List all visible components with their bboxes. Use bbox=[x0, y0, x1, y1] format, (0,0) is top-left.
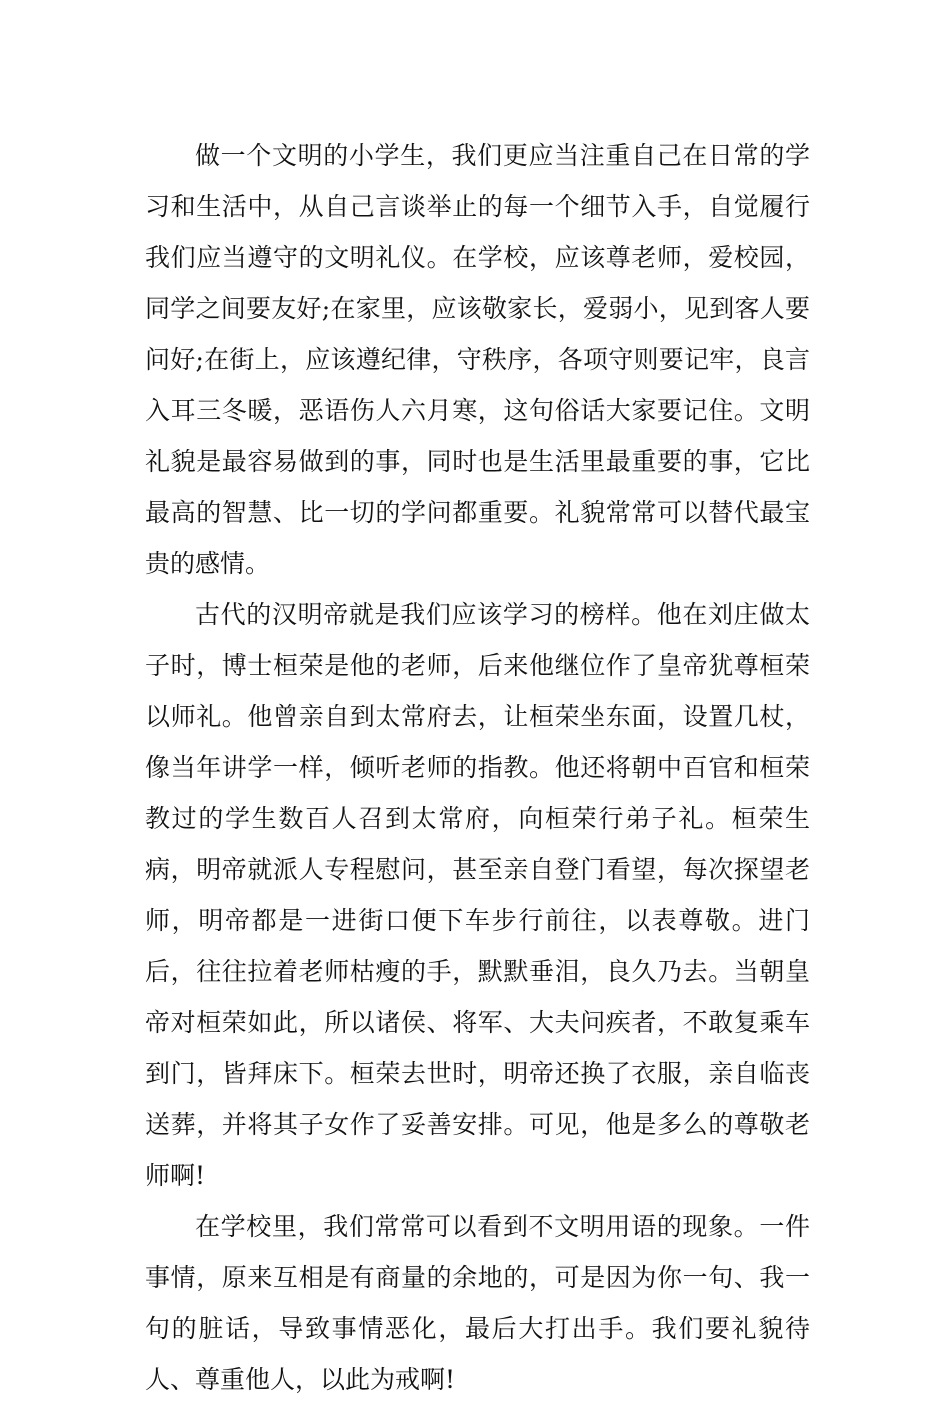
paragraph-school-language: 在学校里，我们常常可以看到不文明用语的现象。一件事情，原来互相是有商量的余地的，可是因为你一句、我一句的脏话，导致事情恶化，最后大打出手。我们要礼貌待人、尊重他人，以此为戒啊! bbox=[145, 1212, 810, 1394]
paragraph-civility: 做一个文明的小学生，我们更应当注重自己在日常的学习和生活中，从自己言谈举止的每一个细节入手，自觉履行我们应当遵守的文明礼仪。在学校，应该尊老师，爱校园，同学之间要友好;在家里，应该敬家长，爱弱小，见到客人要问好;在街上，应该遵纪律，守秩序，各项守则要记牢，良言入耳三冬暖，恶语伤人六月寒，这句俗话大家要记住。文明礼貌是最容易做到的事，同时也是生活里最重要的事，它比最高的智慧、比一切的学问都重要。礼貌常常可以替代最宝贵的感情。 bbox=[145, 141, 810, 578]
paragraph-han-mingdi: 古代的汉明帝就是我们应该学习的榜样。他在刘庄做太子时，博士桓荣是他的老师，后来他继位作了皇帝犹尊桓荣以师礼。他曾亲自到太常府去，让桓荣坐东面，设置几杖，像当年讲学一样，倾听老师的指教。他还将朝中百官和桓荣教过的学生数百人召到太常府，向桓荣行弟子礼。桓荣生病，明帝就派人专程慰问，甚至亲自登门看望，每次探望老师，明帝都是一进街口便下车步行前往，以表尊敬。进门后，往往拉着老师枯瘦的手，默默垂泪，良久乃去。当朝皇帝对桓荣如此，所以诸侯、将军、大夫问疾者，不敢复乘车到门，皆拜床下。桓荣去世时，明帝还换了衣服，亲自临丧送葬，并将其子女作了妥善安排。可见，他是多么的尊敬老师啊! bbox=[145, 600, 810, 1190]
document-body bbox=[145, 130, 810, 1405]
